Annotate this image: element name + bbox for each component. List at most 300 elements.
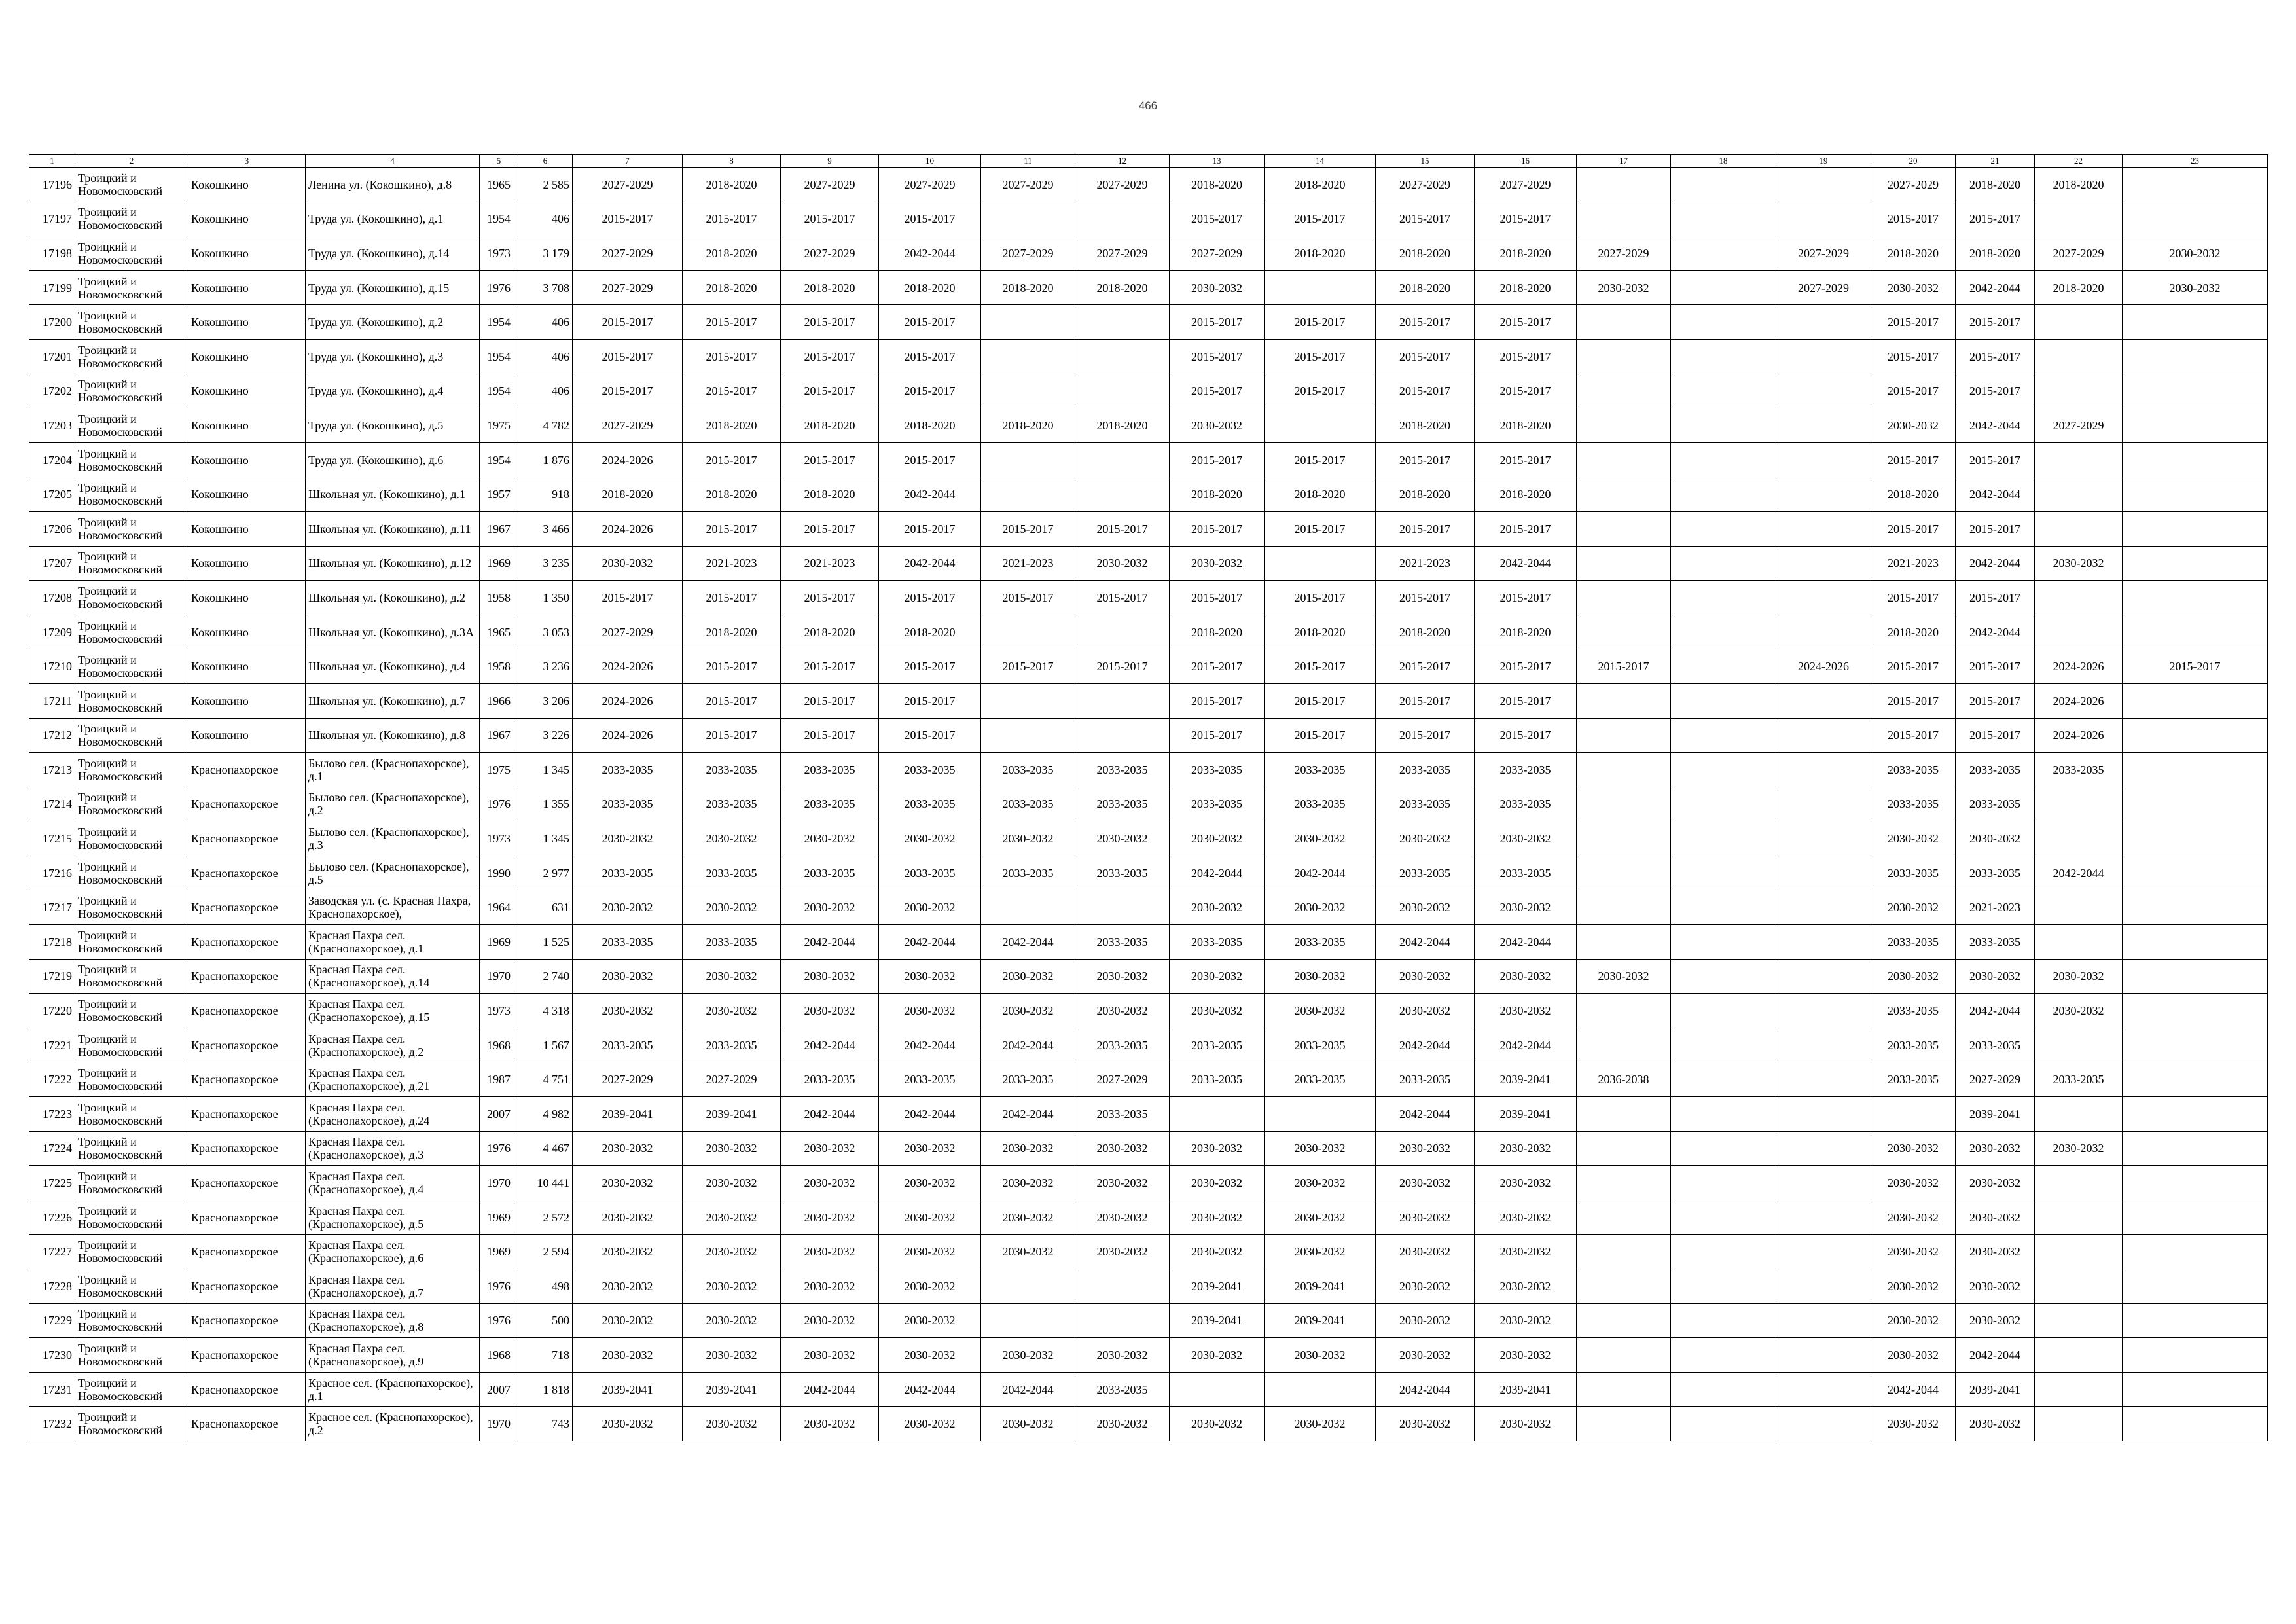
period-col-13-cell <box>1170 1372 1265 1407</box>
column-header-15: 15 <box>1376 155 1475 168</box>
area-cell: 1 350 <box>518 581 573 615</box>
period-col-19-cell <box>1776 718 1871 753</box>
period-col-22-cell <box>2035 821 2123 856</box>
period-col-10-cell: 2015-2017 <box>879 718 981 753</box>
period-col-11-cell <box>981 1269 1075 1304</box>
period-col-10-cell: 2033-2035 <box>879 787 981 821</box>
period-col-16-cell: 2015-2017 <box>1475 718 1577 753</box>
period-col-10-cell: 2042-2044 <box>879 477 981 512</box>
period-col-10-cell: 2033-2035 <box>879 1062 981 1097</box>
year-built-cell: 1976 <box>480 1303 518 1338</box>
period-col-14-cell <box>1265 270 1376 305</box>
column-header-3: 3 <box>188 155 306 168</box>
address-cell: Труда ул. (Кокошкино), д.14 <box>306 236 480 271</box>
period-col-21-cell: 2027-2029 <box>1956 1062 2035 1097</box>
district-cell: Троицкий и Новомосковский <box>75 890 188 925</box>
period-col-11-cell <box>981 683 1075 718</box>
period-col-11-cell: 2033-2035 <box>981 856 1075 890</box>
period-col-9-cell: 2015-2017 <box>781 202 879 236</box>
period-col-13-cell: 2015-2017 <box>1170 305 1265 340</box>
period-col-23-cell <box>2123 581 2268 615</box>
period-col-7-cell: 2033-2035 <box>573 787 683 821</box>
period-col-18-cell <box>1671 305 1776 340</box>
settlement-cell: Краснопахорское <box>188 1028 306 1062</box>
period-col-10-cell: 2018-2020 <box>879 408 981 443</box>
period-col-15-cell: 2015-2017 <box>1376 511 1475 546</box>
period-col-20-cell: 2018-2020 <box>1871 477 1956 512</box>
year-built-cell: 1975 <box>480 753 518 787</box>
period-col-19-cell <box>1776 511 1871 546</box>
period-col-16-cell: 2030-2032 <box>1475 1303 1577 1338</box>
period-col-9-cell: 2015-2017 <box>781 718 879 753</box>
period-col-17-cell <box>1577 477 1671 512</box>
period-col-14-cell: 2018-2020 <box>1265 477 1376 512</box>
period-col-19-cell <box>1776 787 1871 821</box>
period-col-15-cell: 2030-2032 <box>1376 959 1475 994</box>
period-col-12-cell: 2033-2035 <box>1075 1097 1170 1132</box>
period-col-15-cell: 2015-2017 <box>1376 442 1475 477</box>
period-col-12-cell: 2030-2032 <box>1075 821 1170 856</box>
period-col-17-cell <box>1577 856 1671 890</box>
period-col-18-cell <box>1671 477 1776 512</box>
period-col-11-cell <box>981 1303 1075 1338</box>
address-cell: Школьная ул. (Кокошкино), д.11 <box>306 511 480 546</box>
period-col-13-cell: 2030-2032 <box>1170 546 1265 581</box>
district-cell: Троицкий и Новомосковский <box>75 994 188 1028</box>
area-cell: 10 441 <box>518 1166 573 1200</box>
period-col-15-cell: 2030-2032 <box>1376 821 1475 856</box>
period-col-13-cell: 2030-2032 <box>1170 1407 1265 1441</box>
settlement-cell: Краснопахорское <box>188 1200 306 1235</box>
column-header-13: 13 <box>1170 155 1265 168</box>
period-col-22-cell <box>2035 890 2123 925</box>
period-col-15-cell: 2015-2017 <box>1376 339 1475 374</box>
period-col-11-cell: 2033-2035 <box>981 787 1075 821</box>
period-col-15-cell: 2015-2017 <box>1376 718 1475 753</box>
period-col-17-cell <box>1577 787 1671 821</box>
period-col-16-cell: 2039-2041 <box>1475 1097 1577 1132</box>
period-col-20-cell: 2030-2032 <box>1871 1166 1956 1200</box>
period-col-14-cell: 2015-2017 <box>1265 683 1376 718</box>
period-col-15-cell: 2015-2017 <box>1376 374 1475 408</box>
district-cell: Троицкий и Новомосковский <box>75 1028 188 1062</box>
period-col-13-cell: 2015-2017 <box>1170 683 1265 718</box>
period-col-8-cell: 2015-2017 <box>683 202 781 236</box>
period-col-13-cell: 2030-2032 <box>1170 1131 1265 1166</box>
period-col-7-cell: 2027-2029 <box>573 615 683 649</box>
district-cell: Троицкий и Новомосковский <box>75 718 188 753</box>
period-col-13-cell: 2039-2041 <box>1170 1303 1265 1338</box>
period-col-23-cell <box>2123 546 2268 581</box>
period-col-17-cell <box>1577 1166 1671 1200</box>
period-col-23-cell <box>2123 1372 2268 1407</box>
period-col-15-cell: 2030-2032 <box>1376 994 1475 1028</box>
area-cell: 743 <box>518 1407 573 1441</box>
address-cell: Красная Пахра сел. (Краснопахорское), д.9 <box>306 1338 480 1373</box>
row-number-cell: 17200 <box>29 305 75 340</box>
area-cell: 500 <box>518 1303 573 1338</box>
period-col-22-cell <box>2035 581 2123 615</box>
period-col-9-cell: 2015-2017 <box>781 442 879 477</box>
period-col-16-cell: 2018-2020 <box>1475 477 1577 512</box>
period-col-17-cell <box>1577 374 1671 408</box>
settlement-cell: Кокошкино <box>188 408 306 443</box>
table-row <box>29 856 2268 890</box>
period-col-13-cell: 2015-2017 <box>1170 581 1265 615</box>
period-col-15-cell: 2033-2035 <box>1376 753 1475 787</box>
period-col-11-cell <box>981 442 1075 477</box>
district-cell: Троицкий и Новомосковский <box>75 649 188 684</box>
period-col-7-cell: 2030-2032 <box>573 1269 683 1304</box>
year-built-cell: 1967 <box>480 511 518 546</box>
district-cell: Троицкий и Новомосковский <box>75 408 188 443</box>
period-col-17-cell <box>1577 1407 1671 1441</box>
period-col-13-cell <box>1170 1097 1265 1132</box>
period-col-10-cell: 2033-2035 <box>879 753 981 787</box>
period-col-14-cell: 2039-2041 <box>1265 1269 1376 1304</box>
address-cell: Заводская ул. (с. Красная Пахра, Краснопахорское), <box>306 890 480 925</box>
address-cell: Былово сел. (Краснопахорское), д.3 <box>306 821 480 856</box>
period-col-13-cell: 2027-2029 <box>1170 236 1265 271</box>
area-cell: 406 <box>518 374 573 408</box>
period-col-19-cell <box>1776 1097 1871 1132</box>
period-col-11-cell <box>981 477 1075 512</box>
period-col-18-cell <box>1671 1028 1776 1062</box>
settlement-cell: Краснопахорское <box>188 753 306 787</box>
table-row <box>29 1303 2268 1338</box>
period-col-17-cell <box>1577 718 1671 753</box>
period-col-8-cell: 2033-2035 <box>683 856 781 890</box>
period-col-23-cell <box>2123 1200 2268 1235</box>
year-built-cell: 1976 <box>480 787 518 821</box>
period-col-14-cell: 2015-2017 <box>1265 339 1376 374</box>
table-row <box>29 1338 2268 1373</box>
period-col-11-cell: 2027-2029 <box>981 168 1075 202</box>
area-cell: 4 318 <box>518 994 573 1028</box>
settlement-cell: Краснопахорское <box>188 1372 306 1407</box>
address-cell: Красная Пахра сел. (Краснопахорское), д.2 <box>306 1028 480 1062</box>
period-col-19-cell <box>1776 753 1871 787</box>
period-col-16-cell: 2018-2020 <box>1475 236 1577 271</box>
period-col-18-cell <box>1671 1097 1776 1132</box>
period-col-21-cell: 2030-2032 <box>1956 1303 2035 1338</box>
period-col-14-cell: 2033-2035 <box>1265 753 1376 787</box>
period-col-12-cell <box>1075 890 1170 925</box>
period-col-15-cell: 2018-2020 <box>1376 236 1475 271</box>
period-col-7-cell: 2030-2032 <box>573 994 683 1028</box>
period-col-12-cell: 2030-2032 <box>1075 994 1170 1028</box>
period-col-17-cell <box>1577 890 1671 925</box>
period-col-7-cell: 2018-2020 <box>573 477 683 512</box>
year-built-cell: 1976 <box>480 1131 518 1166</box>
period-col-22-cell: 2042-2044 <box>2035 856 2123 890</box>
period-col-13-cell: 2015-2017 <box>1170 511 1265 546</box>
period-col-10-cell: 2030-2032 <box>879 1200 981 1235</box>
period-col-18-cell <box>1671 339 1776 374</box>
period-col-23-cell <box>2123 1097 2268 1132</box>
period-col-16-cell: 2042-2044 <box>1475 1028 1577 1062</box>
address-cell: Красная Пахра сел. (Краснопахорское), д.21 <box>306 1062 480 1097</box>
period-col-12-cell <box>1075 477 1170 512</box>
period-col-22-cell <box>2035 305 2123 340</box>
period-col-13-cell: 2015-2017 <box>1170 649 1265 684</box>
period-col-21-cell: 2039-2041 <box>1956 1097 2035 1132</box>
period-col-14-cell: 2030-2032 <box>1265 821 1376 856</box>
period-col-18-cell <box>1671 718 1776 753</box>
period-col-18-cell <box>1671 511 1776 546</box>
address-cell: Красное сел. (Краснопахорское), д.1 <box>306 1372 480 1407</box>
column-header-9: 9 <box>781 155 879 168</box>
row-number-cell: 17222 <box>29 1062 75 1097</box>
period-col-21-cell: 2042-2044 <box>1956 1338 2035 1373</box>
period-col-17-cell <box>1577 168 1671 202</box>
district-cell: Троицкий и Новомосковский <box>75 546 188 581</box>
column-header-11: 11 <box>981 155 1075 168</box>
period-col-15-cell: 2018-2020 <box>1376 615 1475 649</box>
period-col-9-cell: 2027-2029 <box>781 168 879 202</box>
district-cell: Троицкий и Новомосковский <box>75 959 188 994</box>
period-col-12-cell <box>1075 1269 1170 1304</box>
period-col-14-cell: 2015-2017 <box>1265 305 1376 340</box>
period-col-23-cell <box>2123 477 2268 512</box>
period-col-11-cell: 2015-2017 <box>981 511 1075 546</box>
area-cell: 3 206 <box>518 683 573 718</box>
period-col-9-cell: 2018-2020 <box>781 615 879 649</box>
period-col-7-cell: 2027-2029 <box>573 1062 683 1097</box>
row-number-cell: 17206 <box>29 511 75 546</box>
period-col-8-cell: 2030-2032 <box>683 1407 781 1441</box>
row-number-cell: 17211 <box>29 683 75 718</box>
period-col-21-cell: 2015-2017 <box>1956 511 2035 546</box>
period-col-9-cell: 2030-2032 <box>781 959 879 994</box>
period-col-19-cell <box>1776 581 1871 615</box>
column-header-12: 12 <box>1075 155 1170 168</box>
column-header-17: 17 <box>1577 155 1671 168</box>
period-col-7-cell: 2033-2035 <box>573 753 683 787</box>
period-col-15-cell: 2018-2020 <box>1376 270 1475 305</box>
period-col-19-cell <box>1776 959 1871 994</box>
period-col-15-cell: 2030-2032 <box>1376 1269 1475 1304</box>
period-col-11-cell: 2030-2032 <box>981 1200 1075 1235</box>
period-col-10-cell: 2030-2032 <box>879 1131 981 1166</box>
row-number-cell: 17231 <box>29 1372 75 1407</box>
area-cell: 3 179 <box>518 236 573 271</box>
table-row <box>29 1407 2268 1441</box>
settlement-cell: Кокошкино <box>188 477 306 512</box>
period-col-7-cell: 2030-2032 <box>573 1235 683 1269</box>
settlement-cell: Краснопахорское <box>188 959 306 994</box>
year-built-cell: 1969 <box>480 546 518 581</box>
year-built-cell: 1975 <box>480 408 518 443</box>
settlement-cell: Кокошкино <box>188 442 306 477</box>
period-col-16-cell: 2018-2020 <box>1475 615 1577 649</box>
period-col-22-cell <box>2035 1028 2123 1062</box>
period-col-19-cell <box>1776 1303 1871 1338</box>
period-col-10-cell: 2015-2017 <box>879 202 981 236</box>
period-col-22-cell <box>2035 1338 2123 1373</box>
period-col-20-cell: 2033-2035 <box>1871 753 1956 787</box>
period-col-10-cell: 2027-2029 <box>879 168 981 202</box>
period-col-11-cell <box>981 718 1075 753</box>
address-cell: Школьная ул. (Кокошкино), д.2 <box>306 581 480 615</box>
area-cell: 4 751 <box>518 1062 573 1097</box>
period-col-11-cell: 2018-2020 <box>981 408 1075 443</box>
period-col-10-cell: 2042-2044 <box>879 1028 981 1062</box>
period-col-12-cell: 2033-2035 <box>1075 856 1170 890</box>
period-col-16-cell: 2027-2029 <box>1475 168 1577 202</box>
district-cell: Троицкий и Новомосковский <box>75 1062 188 1097</box>
column-header-6: 6 <box>518 155 573 168</box>
period-col-22-cell <box>2035 787 2123 821</box>
period-col-23-cell <box>2123 787 2268 821</box>
period-col-19-cell <box>1776 168 1871 202</box>
period-col-16-cell: 2015-2017 <box>1475 683 1577 718</box>
settlement-cell: Кокошкино <box>188 615 306 649</box>
period-col-17-cell <box>1577 925 1671 960</box>
period-col-15-cell: 2018-2020 <box>1376 408 1475 443</box>
period-col-10-cell: 2030-2032 <box>879 1338 981 1373</box>
period-col-16-cell: 2039-2041 <box>1475 1372 1577 1407</box>
period-col-21-cell: 2042-2044 <box>1956 477 2035 512</box>
period-col-8-cell: 2015-2017 <box>683 683 781 718</box>
period-col-10-cell: 2033-2035 <box>879 856 981 890</box>
period-col-8-cell: 2015-2017 <box>683 581 781 615</box>
period-col-16-cell: 2030-2032 <box>1475 1200 1577 1235</box>
address-cell: Труда ул. (Кокошкино), д.15 <box>306 270 480 305</box>
period-col-20-cell: 2015-2017 <box>1871 374 1956 408</box>
period-col-9-cell: 2018-2020 <box>781 477 879 512</box>
row-number-cell: 17219 <box>29 959 75 994</box>
period-col-14-cell: 2015-2017 <box>1265 511 1376 546</box>
period-col-14-cell: 2030-2032 <box>1265 994 1376 1028</box>
area-cell: 1 876 <box>518 442 573 477</box>
period-col-23-cell <box>2123 374 2268 408</box>
period-col-8-cell: 2030-2032 <box>683 959 781 994</box>
period-col-19-cell <box>1776 1372 1871 1407</box>
period-col-18-cell <box>1671 1303 1776 1338</box>
address-cell: Былово сел. (Краснопахорское), д.1 <box>306 753 480 787</box>
period-col-19-cell: 2027-2029 <box>1776 236 1871 271</box>
period-col-9-cell: 2015-2017 <box>781 374 879 408</box>
period-col-18-cell <box>1671 959 1776 994</box>
period-col-17-cell <box>1577 1028 1671 1062</box>
district-cell: Троицкий и Новомосковский <box>75 1303 188 1338</box>
period-col-17-cell <box>1577 1372 1671 1407</box>
period-col-7-cell: 2033-2035 <box>573 925 683 960</box>
period-col-16-cell: 2015-2017 <box>1475 339 1577 374</box>
period-col-18-cell <box>1671 753 1776 787</box>
row-number-cell: 17208 <box>29 581 75 615</box>
period-col-23-cell <box>2123 168 2268 202</box>
period-col-18-cell <box>1671 442 1776 477</box>
period-col-19-cell <box>1776 1062 1871 1097</box>
table-row <box>29 821 2268 856</box>
period-col-8-cell: 2033-2035 <box>683 925 781 960</box>
district-cell: Троицкий и Новомосковский <box>75 168 188 202</box>
column-header-7: 7 <box>573 155 683 168</box>
settlement-cell: Краснопахорское <box>188 1269 306 1304</box>
period-col-7-cell: 2015-2017 <box>573 339 683 374</box>
period-col-15-cell: 2030-2032 <box>1376 1131 1475 1166</box>
district-cell: Троицкий и Новомосковский <box>75 1097 188 1132</box>
period-col-9-cell: 2033-2035 <box>781 856 879 890</box>
address-cell: Красная Пахра сел. (Краснопахорское), д.1 <box>306 925 480 960</box>
period-col-16-cell: 2042-2044 <box>1475 546 1577 581</box>
period-col-22-cell <box>2035 1372 2123 1407</box>
period-col-13-cell: 2033-2035 <box>1170 1028 1265 1062</box>
period-col-23-cell <box>2123 1062 2268 1097</box>
period-col-12-cell: 2027-2029 <box>1075 1062 1170 1097</box>
period-col-23-cell <box>2123 1131 2268 1166</box>
year-built-cell: 1970 <box>480 1166 518 1200</box>
row-number-cell: 17220 <box>29 994 75 1028</box>
year-built-cell: 1987 <box>480 1062 518 1097</box>
period-col-10-cell: 2030-2032 <box>879 821 981 856</box>
period-col-9-cell: 2015-2017 <box>781 339 879 374</box>
row-number-cell: 17210 <box>29 649 75 684</box>
period-col-11-cell: 2030-2032 <box>981 1235 1075 1269</box>
address-cell: Труда ул. (Кокошкино), д.5 <box>306 408 480 443</box>
row-number-cell: 17205 <box>29 477 75 512</box>
period-col-14-cell: 2015-2017 <box>1265 202 1376 236</box>
period-col-8-cell: 2030-2032 <box>683 890 781 925</box>
table-row <box>29 339 2268 374</box>
period-col-7-cell: 2015-2017 <box>573 581 683 615</box>
period-col-9-cell: 2042-2044 <box>781 1097 879 1132</box>
period-col-7-cell: 2027-2029 <box>573 236 683 271</box>
period-col-18-cell <box>1671 787 1776 821</box>
period-col-7-cell: 2027-2029 <box>573 270 683 305</box>
period-col-21-cell: 2015-2017 <box>1956 683 2035 718</box>
column-header-16: 16 <box>1475 155 1577 168</box>
period-col-9-cell: 2030-2032 <box>781 1200 879 1235</box>
period-col-23-cell <box>2123 856 2268 890</box>
period-col-8-cell: 2030-2032 <box>683 1131 781 1166</box>
period-col-9-cell: 2021-2023 <box>781 546 879 581</box>
period-col-20-cell: 2030-2032 <box>1871 821 1956 856</box>
period-col-14-cell: 2030-2032 <box>1265 1407 1376 1441</box>
period-col-15-cell: 2030-2032 <box>1376 890 1475 925</box>
column-header-4: 4 <box>306 155 480 168</box>
year-built-cell: 1957 <box>480 477 518 512</box>
period-col-20-cell: 2015-2017 <box>1871 202 1956 236</box>
period-col-17-cell <box>1577 1200 1671 1235</box>
area-cell: 3 226 <box>518 718 573 753</box>
period-col-17-cell <box>1577 1097 1671 1132</box>
period-col-7-cell: 2033-2035 <box>573 856 683 890</box>
period-col-14-cell: 2015-2017 <box>1265 442 1376 477</box>
year-built-cell: 1954 <box>480 374 518 408</box>
period-col-22-cell: 2030-2032 <box>2035 1131 2123 1166</box>
address-cell: Ленина ул. (Кокошкино), д.8 <box>306 168 480 202</box>
period-col-20-cell: 2030-2032 <box>1871 959 1956 994</box>
period-col-23-cell <box>2123 511 2268 546</box>
period-col-22-cell <box>2035 615 2123 649</box>
period-col-15-cell: 2021-2023 <box>1376 546 1475 581</box>
period-col-12-cell: 2030-2032 <box>1075 1235 1170 1269</box>
period-col-21-cell: 2015-2017 <box>1956 374 2035 408</box>
period-col-22-cell: 2030-2032 <box>2035 994 2123 1028</box>
period-col-8-cell: 2030-2032 <box>683 1166 781 1200</box>
period-col-13-cell: 2030-2032 <box>1170 1200 1265 1235</box>
period-col-13-cell: 2015-2017 <box>1170 339 1265 374</box>
year-built-cell: 1968 <box>480 1338 518 1373</box>
period-col-14-cell <box>1265 546 1376 581</box>
district-cell: Троицкий и Новомосковский <box>75 305 188 340</box>
row-number-cell: 17225 <box>29 1166 75 1200</box>
row-number-cell: 17196 <box>29 168 75 202</box>
period-col-22-cell: 2030-2032 <box>2035 959 2123 994</box>
